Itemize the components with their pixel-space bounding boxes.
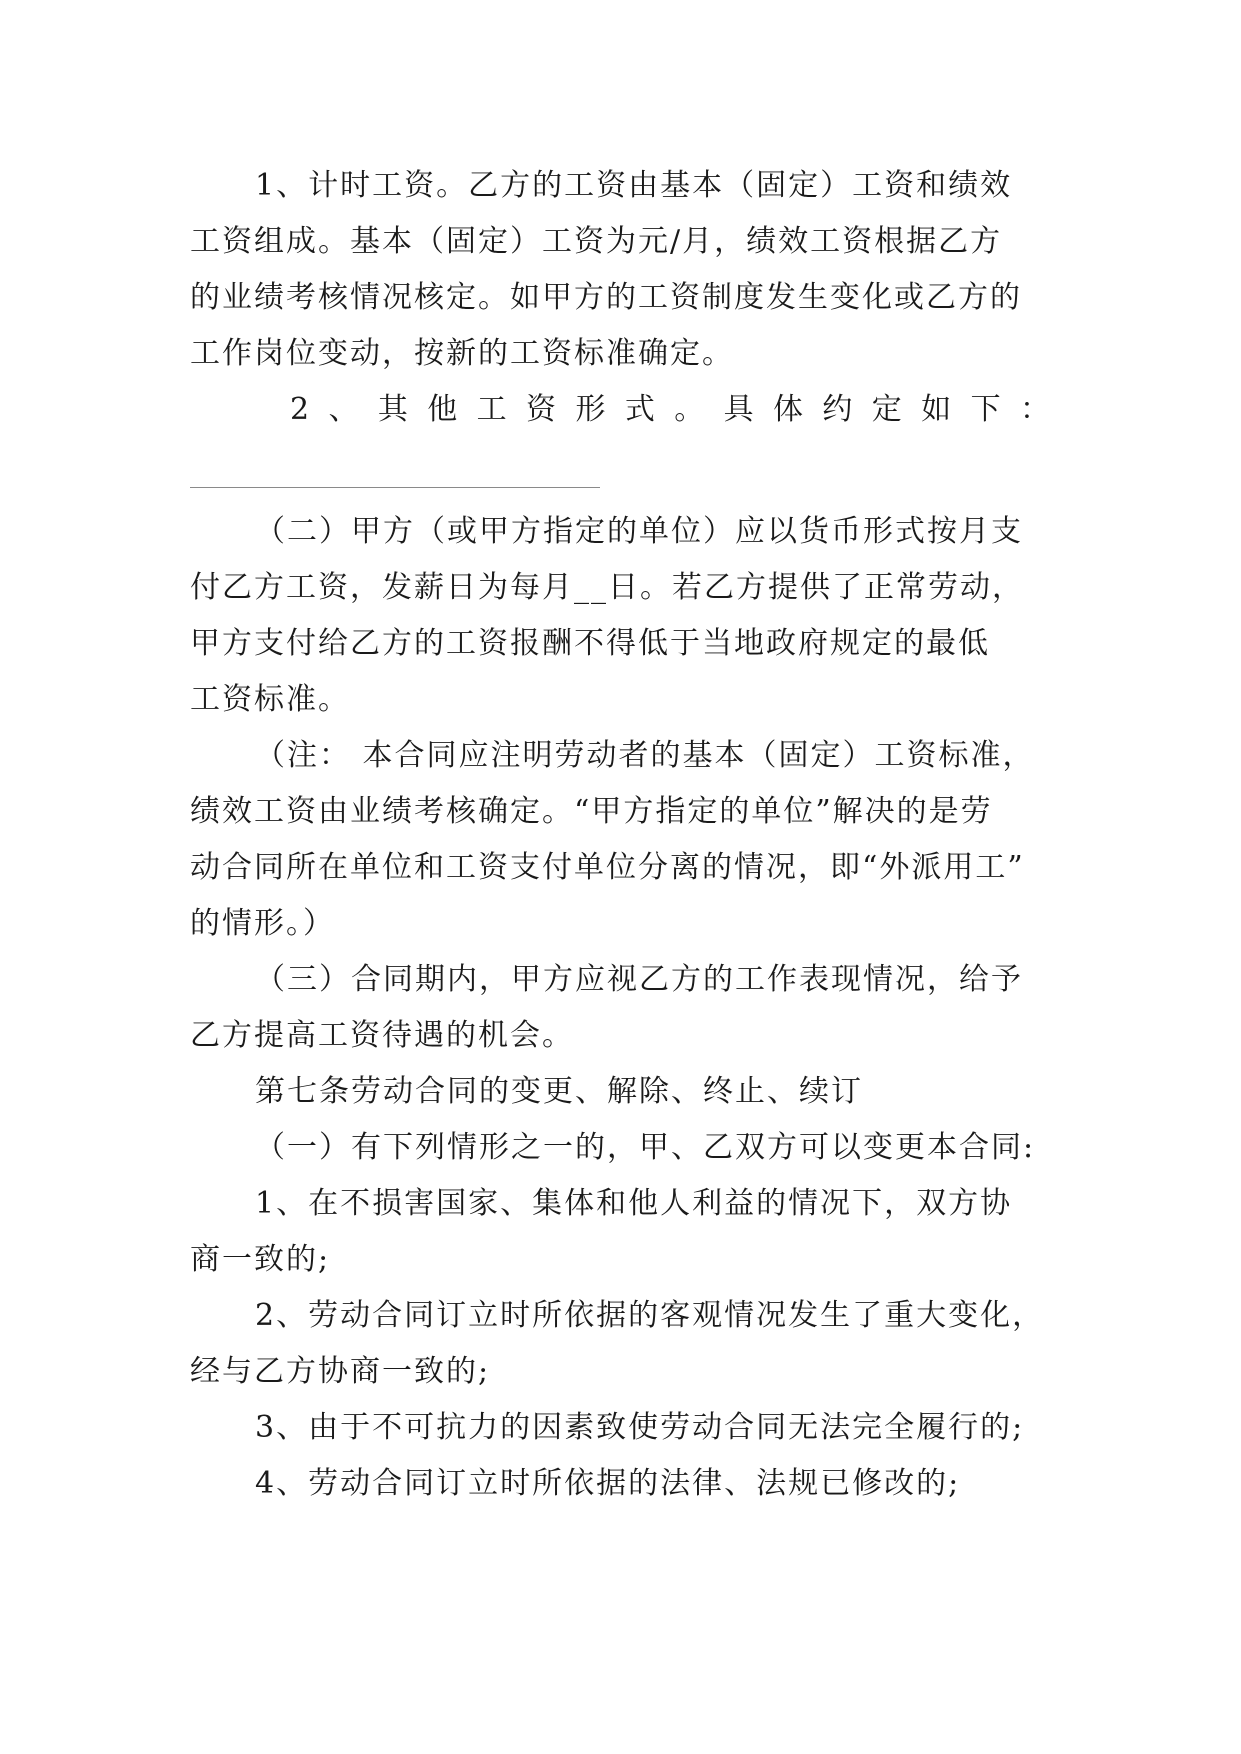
blank-fill-line xyxy=(190,487,600,488)
paragraph-line-spaced xyxy=(290,390,1050,430)
spaced-char: 具 xyxy=(723,392,754,427)
paragraph-line: 的情形。） xyxy=(190,906,335,941)
paragraph-line: （一）有下列情形之一的，甲、乙双方可以变更本合同: xyxy=(255,1130,1036,1165)
spaced-char: 式 xyxy=(624,392,655,427)
spaced-char: 2 xyxy=(290,392,310,427)
list-item: 1、在不损害国家、集体和他人利益的情况下，双方协 xyxy=(255,1186,1013,1221)
paragraph-line: 动合同所在单位和工资支付单位分离的情况，即“外派用工” xyxy=(190,850,1025,885)
list-item: 2、劳动合同订立时所依据的客观情况发生了重大变化， xyxy=(255,1298,1045,1333)
paragraph-line: 乙方提高工资待遇的机会。 xyxy=(190,1018,574,1053)
spaced-char: 资 xyxy=(526,392,557,427)
paragraph-line: （三）合同期内，甲方应视乙方的工作表现情况，给予 xyxy=(255,962,1023,997)
paragraph-line: 工资组成。基本（固定）工资为元/月，绩效工资根据乙方 xyxy=(190,224,1003,259)
section-heading: 第七条劳动合同的变更、解除、终止、续订 xyxy=(255,1074,863,1109)
spaced-char: 他 xyxy=(427,392,458,427)
paragraph-line: 的业绩考核情况核定。如甲方的工资制度发生变化或乙方的 xyxy=(190,280,1022,315)
paragraph-line: （注： 本合同应注明劳动者的基本（固定）工资标准， xyxy=(255,738,1035,773)
spaced-char: 、 xyxy=(328,392,359,427)
paragraph-line: 工作岗位变动，按新的工资标准确定。 xyxy=(190,336,734,371)
list-item: 3、由于不可抗力的因素致使劳动合同无法完全履行的; xyxy=(255,1410,1025,1445)
spaced-char: 其 xyxy=(377,392,408,427)
spaced-char: 下 xyxy=(970,392,1001,427)
spaced-char: ： xyxy=(1019,392,1050,427)
list-item: 4、劳动合同订立时所依据的法律、法规已修改的; xyxy=(255,1466,961,1501)
list-item-continuation: 经与乙方协商一致的; xyxy=(190,1354,491,1389)
spaced-char: 约 xyxy=(822,392,853,427)
spaced-char: 体 xyxy=(773,392,803,427)
spaced-char: 形 xyxy=(575,392,606,427)
paragraph-line: 1、计时工资。乙方的工资由基本（固定）工资和绩效 xyxy=(255,168,1013,203)
spaced-char: 如 xyxy=(921,392,952,427)
paragraph-line: （二）甲方（或甲方指定的单位）应以货币形式按月支 xyxy=(255,514,1023,549)
spaced-char: 。 xyxy=(674,392,705,427)
spaced-char: 定 xyxy=(871,392,902,427)
paragraph-line: 付乙方工资，发薪日为每月__日。若乙方提供了正常劳动， xyxy=(190,570,1024,605)
paragraph-line: 工资标准。 xyxy=(190,682,350,717)
list-item-continuation: 商一致的; xyxy=(190,1242,331,1277)
spaced-char: 工 xyxy=(476,392,507,427)
paragraph-line: 绩效工资由业绩考核确定。“甲方指定的单位”解决的是劳 xyxy=(190,794,993,829)
paragraph-line: 甲方支付给乙方的工资报酬不得低于当地政府规定的最低 xyxy=(190,626,990,661)
